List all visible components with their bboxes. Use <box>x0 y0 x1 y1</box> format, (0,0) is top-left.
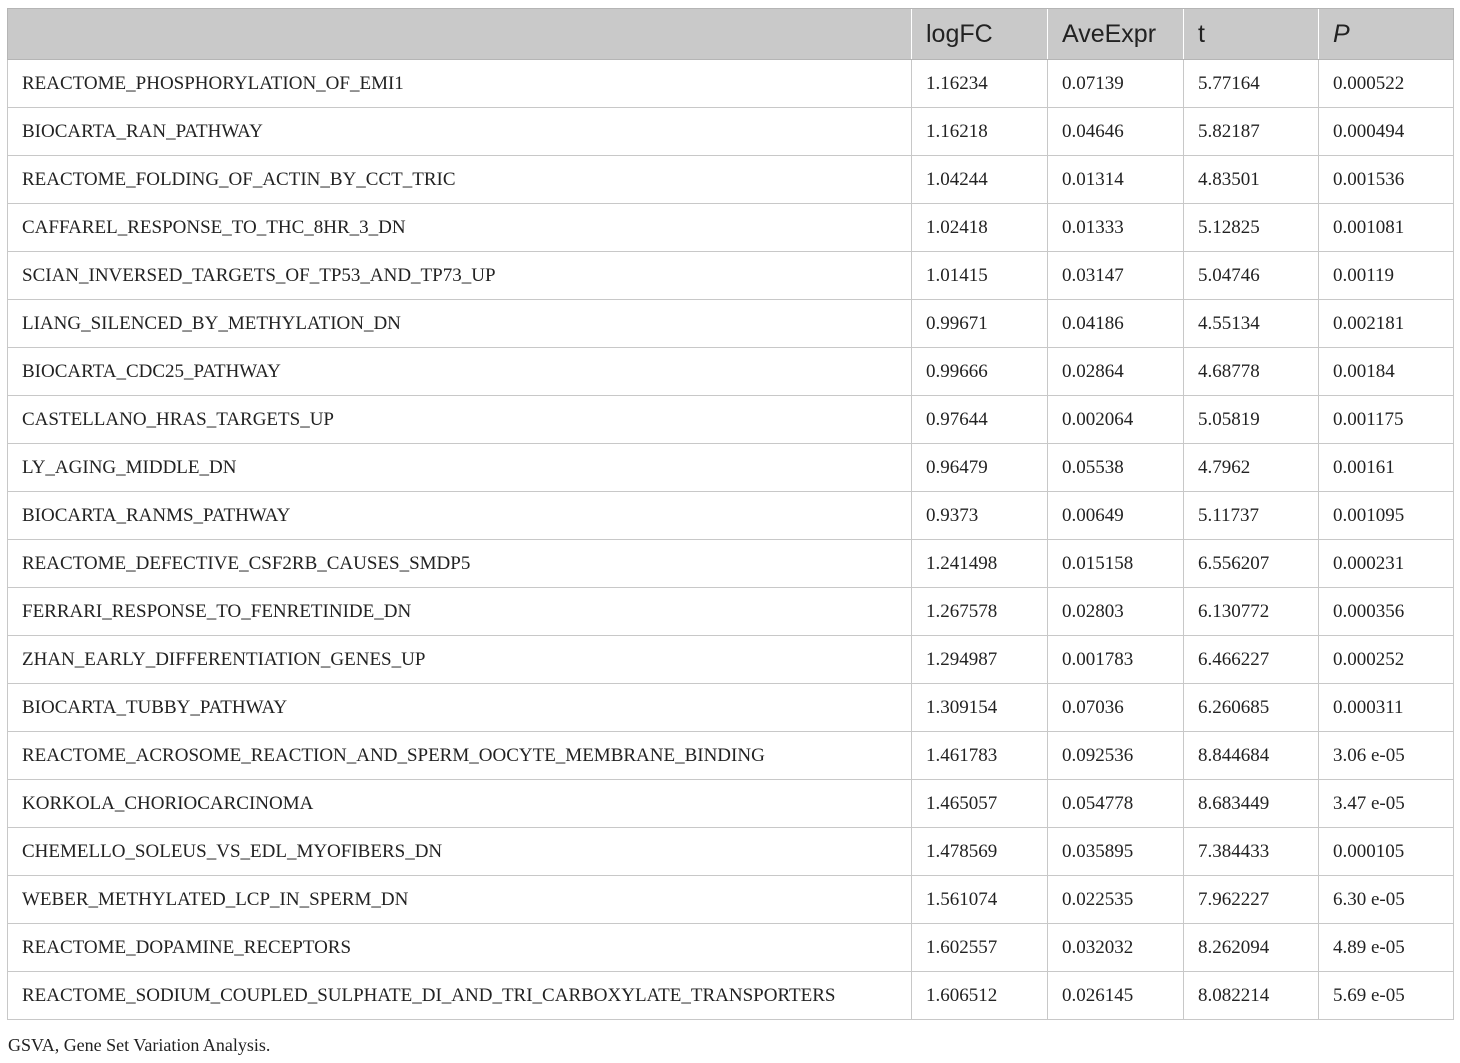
cell-p: 6.30 e-05 <box>1319 876 1454 924</box>
cell-logfc: 0.9373 <box>912 492 1048 540</box>
cell-t: 5.05819 <box>1184 396 1319 444</box>
cell-logfc: 1.561074 <box>912 876 1048 924</box>
cell-aveexpr: 0.026145 <box>1048 972 1184 1020</box>
cell-p: 0.00161 <box>1319 444 1454 492</box>
table-body <box>8 60 1454 1020</box>
cell-gene-set: BIOCARTA_RAN_PATHWAY <box>8 108 912 156</box>
cell-logfc: 0.99666 <box>912 348 1048 396</box>
cell-t: 4.83501 <box>1184 156 1319 204</box>
cell-t: 5.82187 <box>1184 108 1319 156</box>
cell-p: 3.47 e-05 <box>1319 780 1454 828</box>
cell-gene-set: CASTELLANO_HRAS_TARGETS_UP <box>8 396 912 444</box>
cell-t: 4.68778 <box>1184 348 1319 396</box>
cell-aveexpr: 0.04186 <box>1048 300 1184 348</box>
gsva-results-table <box>7 8 1454 1020</box>
cell-p: 0.001081 <box>1319 204 1454 252</box>
cell-logfc: 0.96479 <box>912 444 1048 492</box>
cell-gene-set: LIANG_SILENCED_BY_METHYLATION_DN <box>8 300 912 348</box>
cell-aveexpr: 0.032032 <box>1048 924 1184 972</box>
table-row <box>8 732 1454 780</box>
cell-t: 4.7962 <box>1184 444 1319 492</box>
header-t: t <box>1184 9 1319 60</box>
cell-p: 0.000522 <box>1319 60 1454 108</box>
cell-gene-set: BIOCARTA_TUBBY_PATHWAY <box>8 684 912 732</box>
table-row <box>8 972 1454 1020</box>
table-row <box>8 348 1454 396</box>
cell-aveexpr: 0.00649 <box>1048 492 1184 540</box>
cell-t: 4.55134 <box>1184 300 1319 348</box>
header-p: P <box>1319 9 1454 60</box>
table-row <box>8 60 1454 108</box>
cell-p: 0.001095 <box>1319 492 1454 540</box>
cell-t: 8.262094 <box>1184 924 1319 972</box>
cell-t: 6.130772 <box>1184 588 1319 636</box>
cell-gene-set: CHEMELLO_SOLEUS_VS_EDL_MYOFIBERS_DN <box>8 828 912 876</box>
cell-p: 3.06 e-05 <box>1319 732 1454 780</box>
header-gene-set <box>8 9 912 60</box>
cell-gene-set: LY_AGING_MIDDLE_DN <box>8 444 912 492</box>
header-logfc: logFC <box>912 9 1048 60</box>
cell-gene-set: REACTOME_ACROSOME_REACTION_AND_SPERM_OOCYTE_MEMBRANE_BINDING <box>8 732 912 780</box>
table-row <box>8 396 1454 444</box>
cell-p: 0.000105 <box>1319 828 1454 876</box>
cell-p: 0.000231 <box>1319 540 1454 588</box>
cell-aveexpr: 0.015158 <box>1048 540 1184 588</box>
table-row <box>8 108 1454 156</box>
table-row <box>8 924 1454 972</box>
cell-t: 7.384433 <box>1184 828 1319 876</box>
cell-aveexpr: 0.02803 <box>1048 588 1184 636</box>
cell-logfc: 1.606512 <box>912 972 1048 1020</box>
header-row <box>8 9 1454 60</box>
table-row <box>8 444 1454 492</box>
cell-p: 0.00119 <box>1319 252 1454 300</box>
cell-t: 8.082214 <box>1184 972 1319 1020</box>
cell-t: 7.962227 <box>1184 876 1319 924</box>
cell-aveexpr: 0.002064 <box>1048 396 1184 444</box>
table-row <box>8 204 1454 252</box>
cell-gene-set: REACTOME_DEFECTIVE_CSF2RB_CAUSES_SMDP5 <box>8 540 912 588</box>
cell-p: 0.000356 <box>1319 588 1454 636</box>
table-row <box>8 540 1454 588</box>
cell-t: 6.260685 <box>1184 684 1319 732</box>
table-row <box>8 780 1454 828</box>
table-row <box>8 156 1454 204</box>
cell-gene-set: WEBER_METHYLATED_LCP_IN_SPERM_DN <box>8 876 912 924</box>
cell-t: 5.77164 <box>1184 60 1319 108</box>
cell-aveexpr: 0.001783 <box>1048 636 1184 684</box>
cell-aveexpr: 0.02864 <box>1048 348 1184 396</box>
cell-gene-set: REACTOME_SODIUM_COUPLED_SULPHATE_DI_AND_TRI_CARBOXYLATE_TRANSPORTERS <box>8 972 912 1020</box>
cell-t: 6.556207 <box>1184 540 1319 588</box>
cell-p: 0.000252 <box>1319 636 1454 684</box>
cell-gene-set: CAFFAREL_RESPONSE_TO_THC_8HR_3_DN <box>8 204 912 252</box>
cell-aveexpr: 0.07036 <box>1048 684 1184 732</box>
cell-logfc: 1.461783 <box>912 732 1048 780</box>
cell-logfc: 1.267578 <box>912 588 1048 636</box>
cell-gene-set: KORKOLA_CHORIOCARCINOMA <box>8 780 912 828</box>
cell-p: 5.69 e-05 <box>1319 972 1454 1020</box>
table-row <box>8 300 1454 348</box>
table-row <box>8 252 1454 300</box>
cell-p: 0.001175 <box>1319 396 1454 444</box>
cell-aveexpr: 0.03147 <box>1048 252 1184 300</box>
cell-aveexpr: 0.054778 <box>1048 780 1184 828</box>
cell-logfc: 1.241498 <box>912 540 1048 588</box>
cell-aveexpr: 0.05538 <box>1048 444 1184 492</box>
cell-aveexpr: 0.035895 <box>1048 828 1184 876</box>
cell-p: 0.00184 <box>1319 348 1454 396</box>
cell-aveexpr: 0.04646 <box>1048 108 1184 156</box>
table-row <box>8 492 1454 540</box>
cell-logfc: 1.01415 <box>912 252 1048 300</box>
cell-aveexpr: 0.022535 <box>1048 876 1184 924</box>
cell-logfc: 1.309154 <box>912 684 1048 732</box>
table-row <box>8 828 1454 876</box>
cell-aveexpr: 0.092536 <box>1048 732 1184 780</box>
cell-aveexpr: 0.01333 <box>1048 204 1184 252</box>
cell-gene-set: BIOCARTA_CDC25_PATHWAY <box>8 348 912 396</box>
cell-p: 0.002181 <box>1319 300 1454 348</box>
cell-logfc: 1.02418 <box>912 204 1048 252</box>
table-footnote: GSVA, Gene Set Variation Analysis. <box>8 1035 271 1055</box>
cell-logfc: 0.99671 <box>912 300 1048 348</box>
cell-logfc: 1.04244 <box>912 156 1048 204</box>
cell-logfc: 1.294987 <box>912 636 1048 684</box>
cell-gene-set: BIOCARTA_RANMS_PATHWAY <box>8 492 912 540</box>
cell-t: 5.11737 <box>1184 492 1319 540</box>
cell-t: 6.466227 <box>1184 636 1319 684</box>
cell-t: 5.12825 <box>1184 204 1319 252</box>
table-row <box>8 588 1454 636</box>
cell-gene-set: ZHAN_EARLY_DIFFERENTIATION_GENES_UP <box>8 636 912 684</box>
cell-p: 0.000494 <box>1319 108 1454 156</box>
cell-logfc: 1.478569 <box>912 828 1048 876</box>
cell-logfc: 1.465057 <box>912 780 1048 828</box>
cell-aveexpr: 0.01314 <box>1048 156 1184 204</box>
cell-logfc: 1.602557 <box>912 924 1048 972</box>
cell-gene-set: REACTOME_FOLDING_OF_ACTIN_BY_CCT_TRIC <box>8 156 912 204</box>
cell-gene-set: FERRARI_RESPONSE_TO_FENRETINIDE_DN <box>8 588 912 636</box>
table-row <box>8 684 1454 732</box>
cell-t: 5.04746 <box>1184 252 1319 300</box>
cell-t: 8.683449 <box>1184 780 1319 828</box>
cell-gene-set: REACTOME_PHOSPHORYLATION_OF_EMI1 <box>8 60 912 108</box>
cell-gene-set: SCIAN_INVERSED_TARGETS_OF_TP53_AND_TP73_UP <box>8 252 912 300</box>
cell-logfc: 1.16218 <box>912 108 1048 156</box>
cell-aveexpr: 0.07139 <box>1048 60 1184 108</box>
cell-p: 4.89 e-05 <box>1319 924 1454 972</box>
cell-p: 0.000311 <box>1319 684 1454 732</box>
cell-t: 8.844684 <box>1184 732 1319 780</box>
table-row <box>8 636 1454 684</box>
gsva-table-container <box>7 8 1453 1020</box>
cell-logfc: 1.16234 <box>912 60 1048 108</box>
table-header <box>8 9 1454 60</box>
cell-p: 0.001536 <box>1319 156 1454 204</box>
cell-gene-set: REACTOME_DOPAMINE_RECEPTORS <box>8 924 912 972</box>
table-row <box>8 876 1454 924</box>
cell-logfc: 0.97644 <box>912 396 1048 444</box>
header-aveexpr: AveExpr <box>1048 9 1184 60</box>
